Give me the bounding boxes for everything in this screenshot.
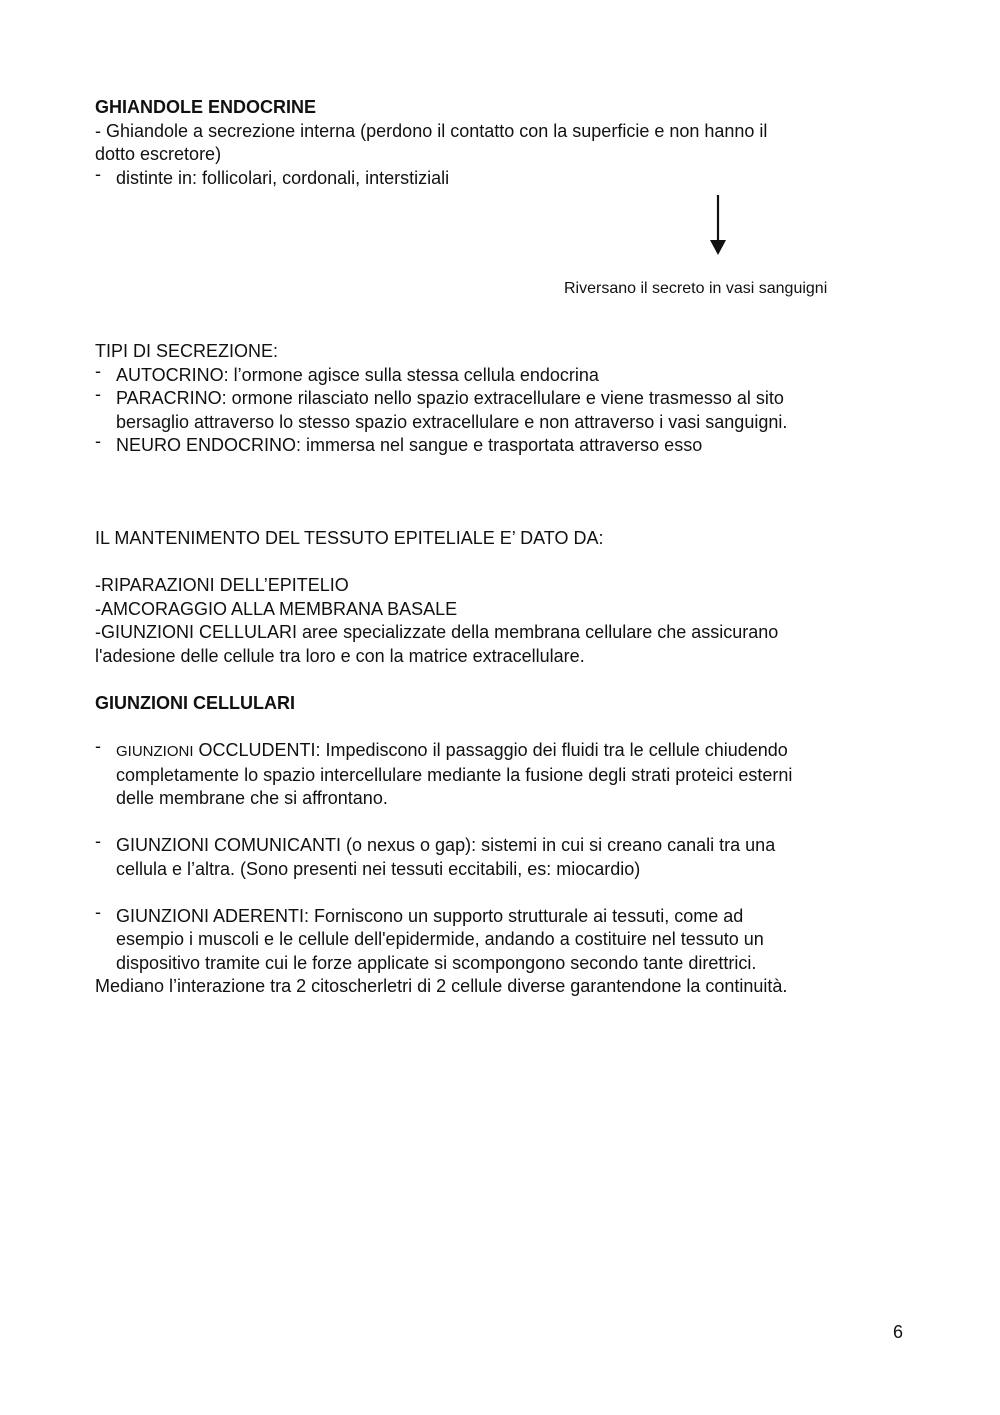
text-line: -GIUNZIONI CELLULARI aree specializzate della membrana cellulare che assicurano (95, 622, 779, 642)
bullet-dash: - (95, 163, 101, 184)
list-item-text: cellula e l’altra. (Sono presenti nei tessuti eccitabili, es: miocardio) (116, 858, 641, 879)
heading-cell-junctions: GIUNZIONI CELLULARI (95, 693, 295, 713)
text-line: - Ghiandole a secrezione interna (perdono il contatto con la superficie e non hanno il (95, 120, 768, 141)
bullet-dash: - (95, 431, 101, 451)
list-item-text: distinte in: follicolari, cordonali, interstiziali (116, 167, 450, 188)
list-item (95, 431, 895, 458)
list-item (95, 831, 895, 881)
list-item (95, 360, 895, 388)
list-item (95, 901, 895, 976)
text-line: dotto escretore) (95, 144, 222, 164)
section-cell-junctions (95, 692, 895, 999)
list-item-text: bersaglio attraverso lo stesso spazio extracellulare e non attraverso i vasi sanguigni. (116, 411, 788, 432)
text-line: Mediano l’interazione tra 2 citoscherletri di 2 cellule diverse garantendone la continuità. (95, 976, 788, 996)
section-secretion-types (95, 340, 895, 458)
list-item-text (116, 739, 895, 764)
text-line: l'adesione delle cellule tra loro e con la matrice extracellulare. (95, 645, 585, 666)
bullet-dash: - (95, 901, 101, 922)
list-item-text: esempio i muscoli e le cellule dell'epidermide, andando a costituire nel tessuto un (116, 929, 764, 949)
list-item-text: GIUNZIONI COMUNICANTI (o nexus o gap): sistemi in cui si creano canali tra una (116, 835, 776, 855)
list-item-text: completamente lo spazio intercellulare mediante la fusione degli strati proteici esterni (116, 764, 793, 785)
bullet-dash: - (95, 831, 101, 851)
bullet-dash: - (95, 360, 101, 381)
list-item (95, 384, 895, 434)
list-item-text: dispositivo tramite cui le forze applicate si scompongono secondo tante direttrici. (116, 952, 757, 973)
list-item-text: delle membrane che si affrontano. (116, 788, 388, 808)
junction-prefix: GIUNZIONI (116, 743, 194, 760)
list-item (95, 163, 895, 191)
junction-text: OCCLUDENTI: Impediscono il passaggio dei fluidi tra le cellule chiudendo (193, 740, 788, 760)
bullet-dash: - (95, 384, 101, 404)
page-number: 6 (893, 1322, 904, 1342)
down-arrow-icon (706, 195, 730, 257)
list-item-text: GIUNZIONI ADERENTI: Forniscono un supporto strutturale ai tessuti, come ad (116, 905, 744, 926)
list-item-text: AUTOCRINO: l’ormone agisce sulla stessa cellula endocrina (116, 364, 599, 385)
section-endocrine-glands (95, 96, 895, 190)
section-epithelium-maintenance (95, 527, 895, 668)
text-line: -AMCORAGGIO ALLA MEMBRANA BASALE (95, 598, 458, 619)
text-line: -RIPARAZIONI DELL’EPITELIO (95, 575, 349, 595)
heading-endocrine-glands: GHIANDOLE ENDOCRINE (95, 97, 317, 117)
heading-epithelium-maintenance: IL MANTENIMENTO DEL TESSUTO EPITELIALE E’ DATO DA: (95, 528, 604, 548)
list-item-text: NEURO ENDOCRINO: immersa nel sangue e trasportata attraverso esso (116, 435, 703, 455)
arrow-note: Riversano il secreto in vasi sanguigni (564, 280, 828, 297)
bullet-dash: - (95, 736, 101, 756)
list-item-text: PARACRINO: ormone rilasciato nello spazio extracellulare e viene trasmesso al sito (116, 388, 784, 408)
heading-secretion-types: TIPI DI SECREZIONE: (95, 341, 279, 361)
list-item (95, 736, 895, 811)
